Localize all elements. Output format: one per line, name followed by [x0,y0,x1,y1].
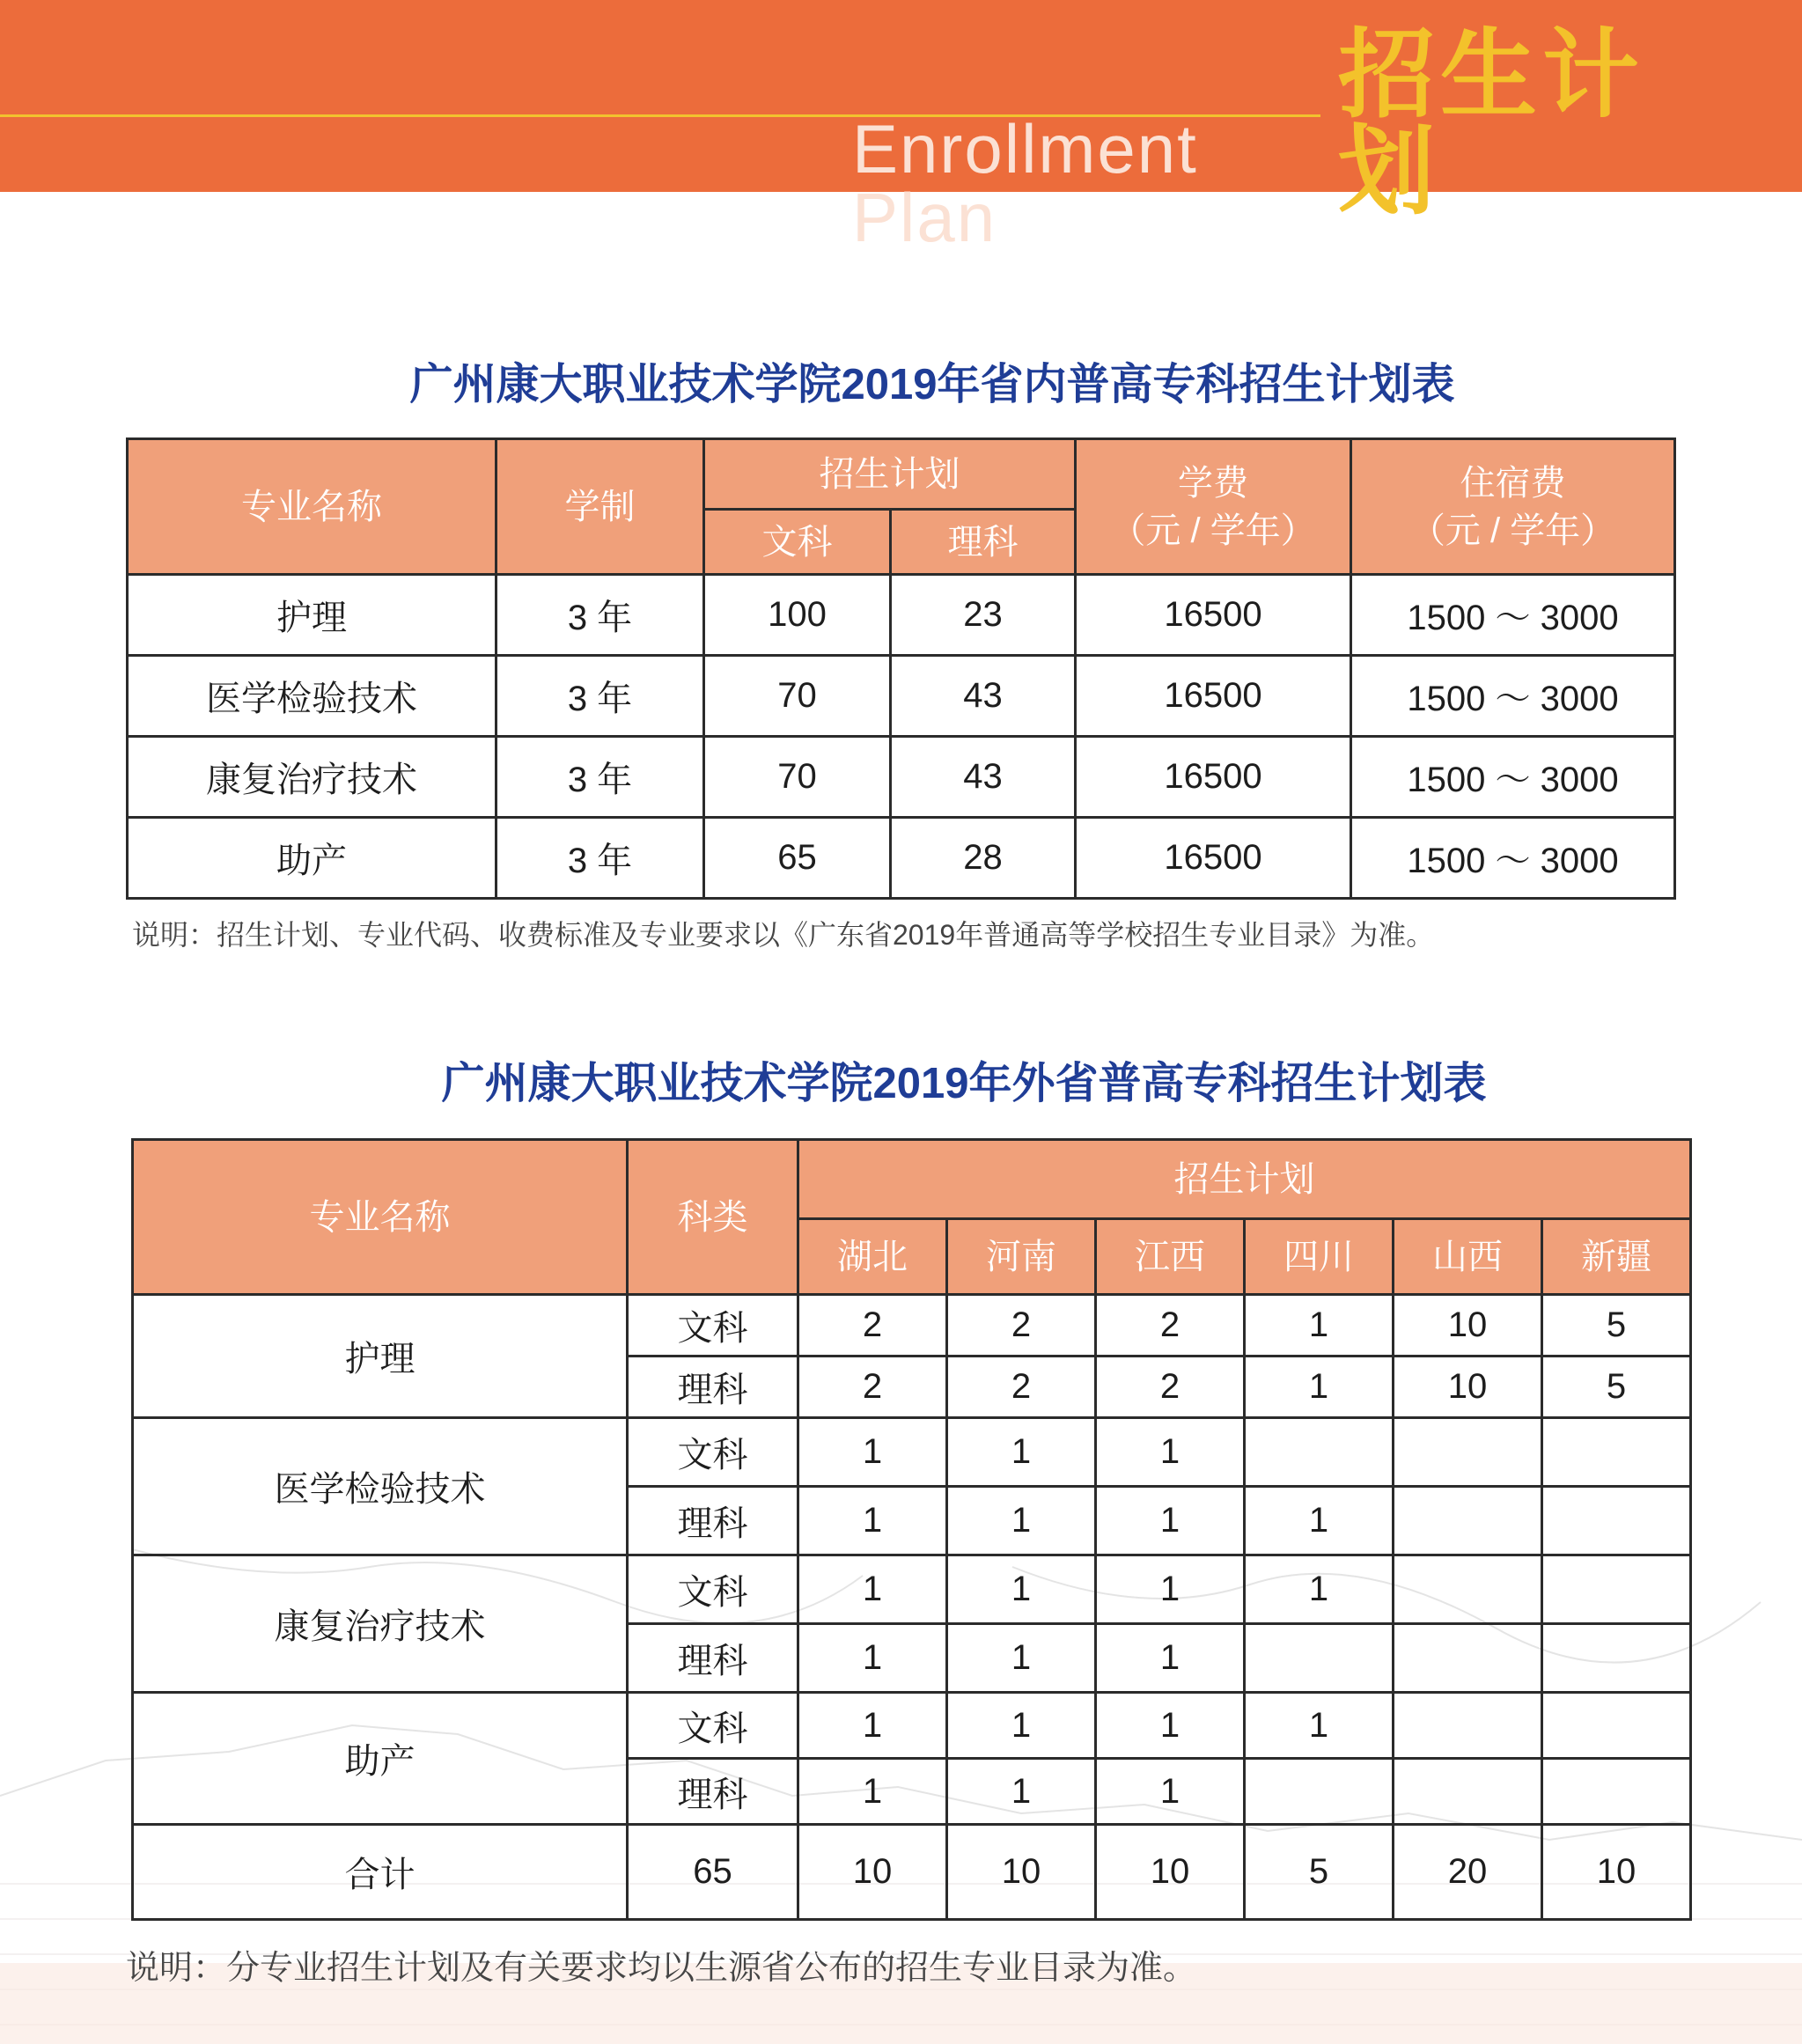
cell-duration: 3 年 [496,737,704,818]
header-province-henan: 河南 [947,1219,1096,1295]
cell-value [1542,1487,1691,1555]
cell-total-label: 合计 [133,1825,628,1920]
cell-value: 10 [1394,1295,1542,1357]
cell-value: 5 [1542,1357,1691,1418]
total-row [133,1825,1691,1920]
cell-value: 1 [1096,1555,1245,1624]
header-dorm-line1: 住宿费 [1460,463,1566,503]
header-province-hubei: 湖北 [798,1219,947,1295]
cell-value: 10 [1394,1357,1542,1418]
cell-value: 1 [947,1418,1096,1487]
cell-total-value: 10 [947,1825,1096,1920]
table1-title: 广州康大职业技术学院2019年省内普高专科招生计划表 [409,361,1455,408]
cell-major: 护理 [128,575,496,656]
cell-value: 2 [1096,1357,1245,1418]
header-dorm [1351,439,1675,575]
header-province-sichuan: 四川 [1245,1219,1394,1295]
cell-value: 1 [1245,1693,1394,1759]
table-row [128,656,1675,737]
cell-arts: 100 [704,575,891,656]
cell-category: 理科 [628,1487,798,1555]
cell-value: 1 [947,1693,1096,1759]
header-tuition-line2: （元 / 学年） [1110,511,1316,550]
header-tuition-line1: 学费 [1178,463,1248,503]
cell-science: 43 [891,656,1076,737]
cell-category: 理科 [628,1759,798,1825]
table2-title: 广州康大职业技术学院2019年外省普高专科招生计划表 [441,1060,1487,1107]
cell-dorm: 1500 ～ 3000 [1351,737,1675,818]
cell-major: 医学检验技术 [128,656,496,737]
cell-category: 文科 [628,1693,798,1759]
cell-value: 1 [947,1555,1096,1624]
cell-value: 1 [947,1759,1096,1825]
cell-duration: 3 年 [496,656,704,737]
cell-value: 2 [947,1357,1096,1418]
cell-value: 1 [798,1624,947,1693]
cell-major: 康复治疗技术 [133,1555,628,1693]
cell-total-value: 5 [1245,1825,1394,1920]
table2-note: 说明：分专业招生计划及有关要求均以生源省公布的招生专业目录为准。 [126,1950,1197,1987]
cell-value: 5 [1542,1295,1691,1357]
header-province-jiangxi: 江西 [1096,1219,1245,1295]
header-major: 专业名称 [128,439,496,575]
cell-total-value: 20 [1394,1825,1542,1920]
cell-category: 理科 [628,1357,798,1418]
cell-science: 23 [891,575,1076,656]
header-plan: 招生计划 [798,1140,1691,1219]
header-banner [0,0,1802,256]
cell-value: 1 [798,1487,947,1555]
in-province-plan-table [126,437,1676,900]
cell-value: 1 [1096,1759,1245,1825]
cell-value [1394,1487,1542,1555]
cell-arts: 65 [704,818,891,899]
cell-tuition: 16500 [1076,575,1351,656]
cell-value [1542,1759,1691,1825]
header-category: 科类 [628,1140,798,1295]
cell-value [1542,1693,1691,1759]
cell-major: 医学检验技术 [133,1418,628,1555]
cell-duration: 3 年 [496,575,704,656]
cell-value: 1 [1245,1295,1394,1357]
cell-category: 文科 [628,1555,798,1624]
cell-value: 1 [798,1418,947,1487]
table1-note: 说明：招生计划、专业代码、收费标准及专业要求以《广东省2019年普通高等学校招生专业目录》为准。 [132,919,1435,951]
cell-science: 28 [891,818,1076,899]
banner-title: 招生计划 [1338,18,1644,228]
cell-total-value: 10 [1096,1825,1245,1920]
header-province-xinjiang: 新疆 [1542,1219,1691,1295]
cell-value [1542,1555,1691,1624]
cell-value: 2 [798,1357,947,1418]
cell-value: 2 [798,1295,947,1357]
cell-major: 康复治疗技术 [128,737,496,818]
cell-major: 助产 [128,818,496,899]
banner-subtitle: Enrollment Plan [852,110,1198,256]
cell-total-overall: 65 [628,1825,798,1920]
cell-science: 43 [891,737,1076,818]
cell-value: 1 [798,1759,947,1825]
table-row [133,1555,1691,1624]
cell-tuition: 16500 [1076,818,1351,899]
cell-value: 1 [1096,1487,1245,1555]
cell-value: 2 [947,1295,1096,1357]
cell-value [1394,1693,1542,1759]
cell-value: 1 [798,1693,947,1759]
cell-dorm: 1500 ～ 3000 [1351,656,1675,737]
table-row [128,737,1675,818]
cell-value: 1 [947,1624,1096,1693]
cell-tuition: 16500 [1076,737,1351,818]
cell-value: 1 [1245,1357,1394,1418]
cell-value [1394,1624,1542,1693]
table-row [128,575,1675,656]
cell-value: 1 [798,1555,947,1624]
cell-arts: 70 [704,656,891,737]
header-province-shanxi: 山西 [1394,1219,1542,1295]
cell-duration: 3 年 [496,818,704,899]
cell-value [1394,1418,1542,1487]
cell-value: 1 [1096,1693,1245,1759]
header-dorm-line2: （元 / 学年） [1409,511,1616,550]
cell-total-value: 10 [1542,1825,1691,1920]
cell-value: 1 [1245,1555,1394,1624]
cell-value [1245,1759,1394,1825]
cell-value [1542,1624,1691,1693]
cell-value [1542,1418,1691,1487]
cell-value [1394,1555,1542,1624]
cell-value [1394,1759,1542,1825]
cell-dorm: 1500 ～ 3000 [1351,575,1675,656]
table-row [133,1418,1691,1487]
cell-category: 理科 [628,1624,798,1693]
table-row [128,818,1675,899]
cell-major: 助产 [133,1693,628,1825]
cell-value: 1 [1096,1418,1245,1487]
cell-tuition: 16500 [1076,656,1351,737]
header-arts: 文科 [704,510,891,575]
cell-category: 文科 [628,1418,798,1487]
cell-value [1245,1418,1394,1487]
cell-major: 护理 [133,1295,628,1418]
header-tuition [1076,439,1351,575]
cell-category: 文科 [628,1295,798,1357]
cell-value [1245,1624,1394,1693]
cell-dorm: 1500 ～ 3000 [1351,818,1675,899]
table-row [133,1295,1691,1357]
cell-value: 2 [1096,1295,1245,1357]
header-major: 专业名称 [133,1140,628,1295]
header-science: 理科 [891,510,1076,575]
out-of-province-plan-table [131,1138,1692,1921]
cell-value: 1 [1245,1487,1394,1555]
header-plan: 招生计划 [704,439,1076,510]
table-row [133,1693,1691,1759]
header-duration: 学制 [496,439,704,575]
cell-arts: 70 [704,737,891,818]
cell-value: 1 [947,1487,1096,1555]
cell-total-value: 10 [798,1825,947,1920]
cell-value: 1 [1096,1624,1245,1693]
